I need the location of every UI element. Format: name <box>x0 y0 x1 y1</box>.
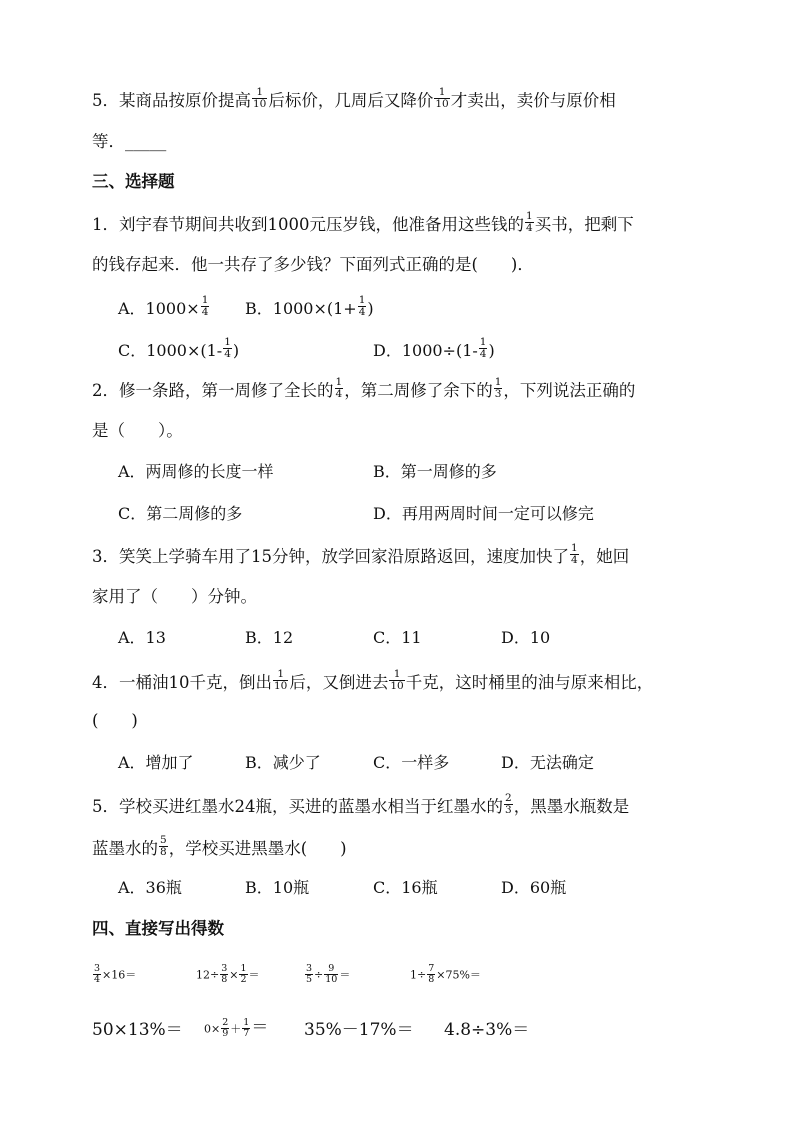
calc-1: $\frac{3}{4}$ ×16＝ <box>94 963 137 985</box>
q2-option-b[interactable]: B．第一周修的多 <box>373 462 497 481</box>
q3-line2: 家用了（ ）分钟。 <box>92 587 257 606</box>
calc-5: 50×13%＝ <box>92 1020 183 1040</box>
prev-q5-text-a: 5．某商品按原价提高 <box>92 91 251 111</box>
section-4-title: 四、直接写出得数 <box>92 919 224 938</box>
q1-line2: 的钱存起来．他一共存了多少钱？下面列式正确的是( )． <box>92 255 534 274</box>
prev-q5-line2: 等．_____ <box>92 132 167 151</box>
prev-q5-line1 <box>92 86 616 113</box>
q1-option-a[interactable]: A．1000× $\frac{1}{4}$ <box>118 294 209 319</box>
q5-line1: 5．学校买进红墨水24瓶，买进的蓝墨水相当于红墨水的 $\frac{2}{3}$ ，黑墨水瓶数是 <box>92 792 630 817</box>
calc-3: $\frac{3}{5}$ ÷ $\frac{9}{10}$ ＝ <box>306 963 351 985</box>
q4-option-a[interactable]: A．增加了 <box>118 753 194 772</box>
calc-8: 4.8÷3%＝ <box>444 1020 530 1040</box>
q5-line2: 蓝墨水的 $\frac{5}{8}$ ，学校买进黑墨水( ) <box>92 834 347 859</box>
q3-line1: 3．笑笑上学骑车用了15分钟，放学回家沿原路返回，速度加快了 $\frac{1}{4}$ ，她回 <box>92 542 630 567</box>
q5-option-b[interactable]: B．10瓶 <box>245 878 310 897</box>
q2-option-c[interactable]: C．第二周修的多 <box>118 504 243 523</box>
q2-line1: 2．修一条路，第一周修了全长的 $\frac{1}{4}$ ，第二周修了余下的 $\frac{1}{3}$ ，下列说法正确的 <box>92 376 636 401</box>
q4-line1: 4．一桶油10千克，倒出 $\frac{1}{10}$ 后，又倒进去 $\frac{1}{10}$ 千克，这时桶里的油与原来相比， <box>92 668 654 693</box>
q4-option-d[interactable]: D．无法确定 <box>501 753 594 772</box>
q4-option-c[interactable]: C．一样多 <box>373 753 450 772</box>
q1-option-b[interactable]: B．1000×(1+ $\frac{1}{4}$ ) <box>245 294 374 319</box>
q3-option-a[interactable]: A．13 <box>118 628 166 647</box>
q1-line1: 1．刘宇春节期间共收到1000元压岁钱，他准备用这些钱的 $\frac{1}{4}$ 买书，把剩下 <box>92 210 634 235</box>
calc-4: 1÷ $\frac{7}{8}$ ×75%＝ <box>410 963 481 985</box>
prev-q5-text-c: 才卖出，卖价与原价相 <box>450 91 616 111</box>
q2-line2: 是（ ）。 <box>92 421 183 440</box>
q1-option-c[interactable]: C．1000×(1- $\frac{1}{4}$ ) <box>118 336 240 361</box>
prev-q5-text-b: 后标价，几周后又降价 <box>268 91 434 111</box>
calc-7: 35%－17%＝ <box>304 1020 414 1040</box>
fraction: $\frac{1}{10}$ <box>253 86 267 111</box>
fraction: $\frac{1}{10}$ <box>435 86 449 111</box>
q5-option-c[interactable]: C．16瓶 <box>373 878 438 897</box>
q4-line2: ( ) <box>92 711 138 730</box>
fraction: $\frac{1}{4}$ <box>526 210 533 235</box>
calc-2: 12÷ $\frac{3}{8}$ × $\frac{1}{2}$ ＝ <box>196 963 260 985</box>
q3-option-d[interactable]: D．10 <box>501 628 551 647</box>
q2-option-a[interactable]: A．两周修的长度一样 <box>118 462 274 481</box>
calc-6: 0× $\frac{2}{9}$ ＋ $\frac{1}{7}$ ＝ <box>204 1017 269 1039</box>
q5-option-d[interactable]: D．60瓶 <box>501 878 567 897</box>
q3-option-c[interactable]: C．11 <box>373 628 422 647</box>
q5-option-a[interactable]: A．36瓶 <box>118 878 182 897</box>
q1-option-d[interactable]: D．1000÷(1- $\frac{1}{4}$ ) <box>373 336 495 361</box>
q2-option-d[interactable]: D．再用两周时间一定可以修完 <box>373 504 594 523</box>
q4-option-b[interactable]: B．减少了 <box>245 753 321 772</box>
q3-option-b[interactable]: B．12 <box>245 628 294 647</box>
section-3-title: 三、选择题 <box>92 172 175 191</box>
